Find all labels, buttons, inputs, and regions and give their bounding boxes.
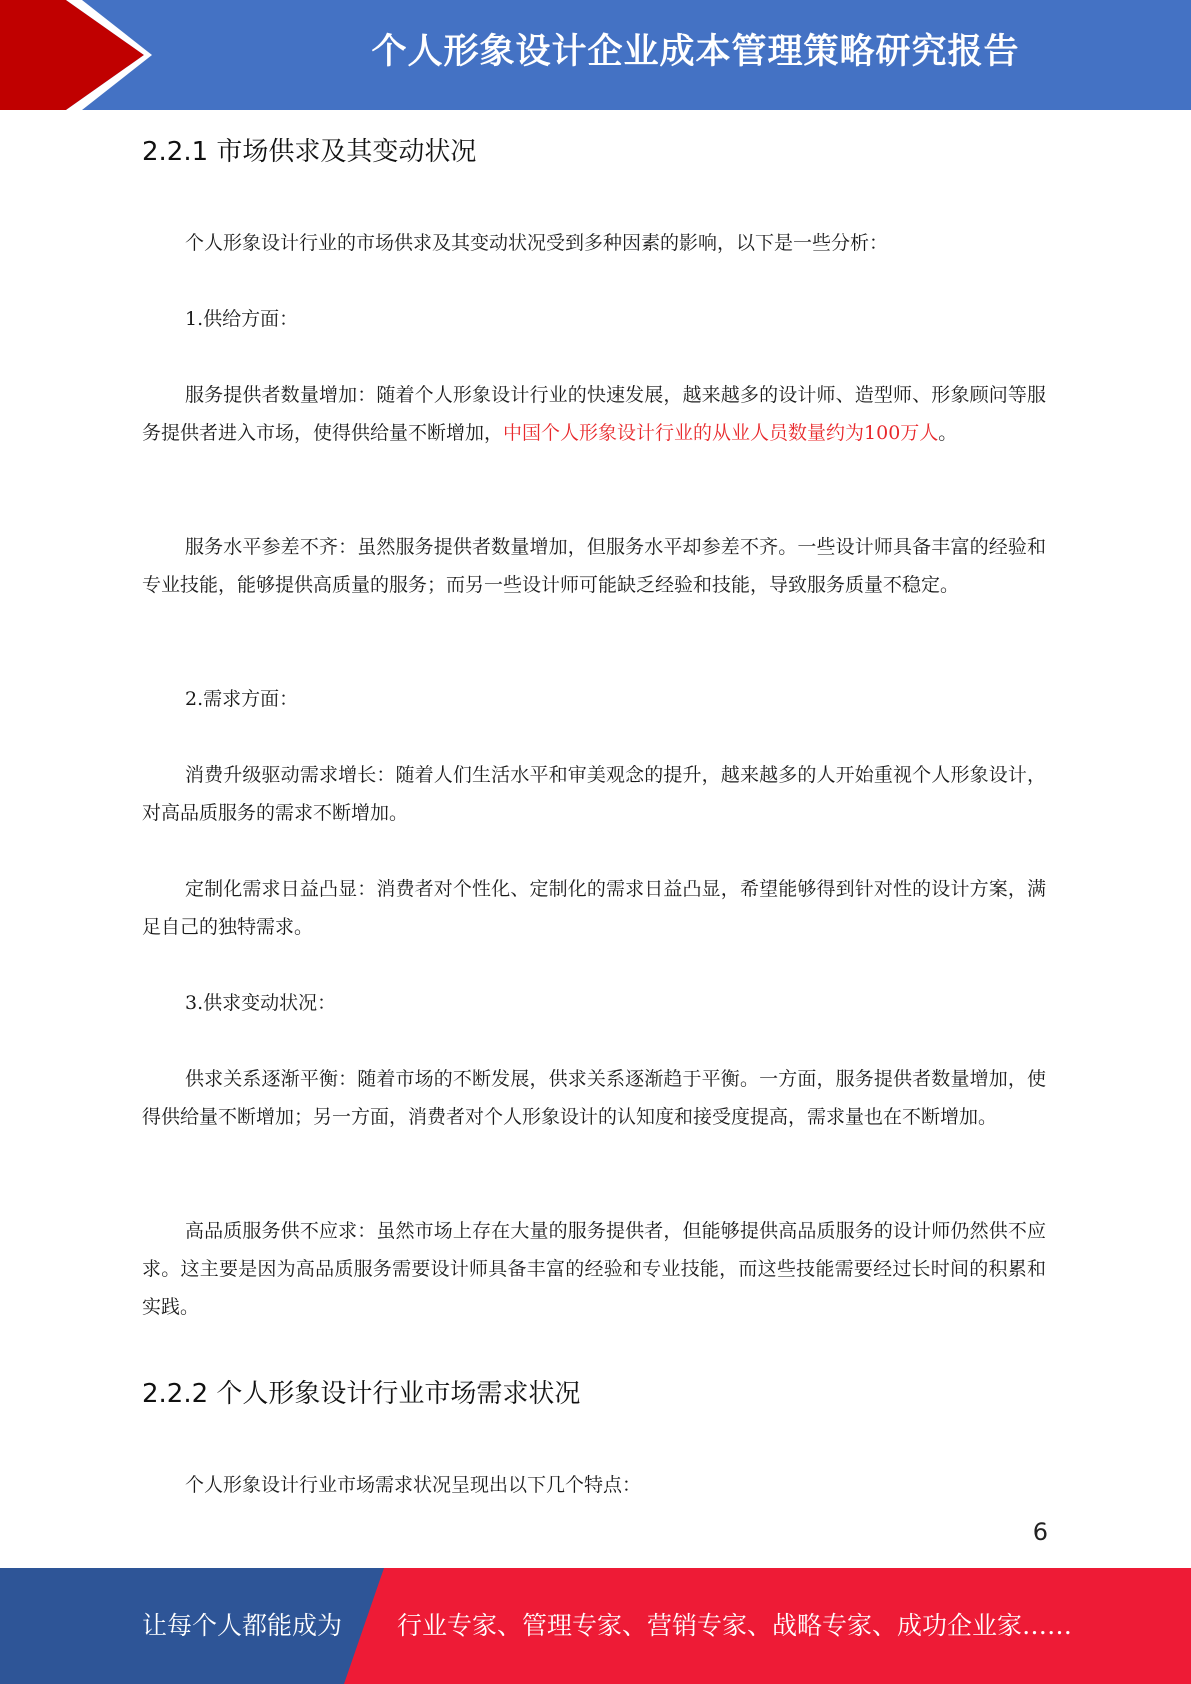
footer-slogan-right: 行业专家、管理专家、营销专家、战略专家、成功企业家…… <box>397 1611 1073 1640</box>
demand-paragraph-1: 消费升级驱动需求增长：随着人们生活水平和审美观念的提升，越来越多的人开始重视个人形象设计，对高品质服务的需求不断增加。 <box>142 764 1046 824</box>
footer-slogan-left: 让每个人都能成为 <box>142 1611 343 1640</box>
supply-paragraph-2: 服务水平参差不齐：虽然服务提供者数量增加，但服务水平却参差不齐。一些设计师具备丰富的经验和专业技能，能够提供高质量的服务；而另一些设计师可能缺乏经验和技能，导致服务质量不稳定。 <box>142 536 1046 596</box>
change-paragraph-2: 高品质服务供不应求：虽然市场上存在大量的服务提供者，但能够提供高品质服务的设计师仍然供不应求。这主要是因为高品质服务需要设计师具备丰富的经验和专业技能，而这些技能需要经过长时间的积累和实践。 <box>142 1220 1046 1318</box>
page-footer <box>0 1568 1191 1684</box>
change-label: 3.供求变动状况： <box>185 992 337 1014</box>
section-heading-2-2-1: 2.2.1 市场供求及其变动状况 <box>142 137 477 167</box>
supply-label: 1.供给方面： <box>185 308 299 330</box>
change-paragraph-1: 供求关系逐渐平衡：随着市场的不断发展，供求关系逐渐趋于平衡。一方面，服务提供者数量增加，使得供给量不断增加；另一方面，消费者对个人形象设计的认知度和接受度提高，需求量也在不断增加。 <box>142 1068 1046 1128</box>
section-2-2-2-intro: 个人形象设计行业市场需求状况呈现出以下几个特点： <box>185 1474 642 1496</box>
demand-paragraph-2: 定制化需求日益凸显：消费者对个性化、定制化的需求日益凸显，希望能够得到针对性的设计方案，满足自己的独特需求。 <box>142 878 1046 938</box>
page-header <box>0 0 1191 110</box>
supply-paragraph-1-end: 。 <box>938 422 958 444</box>
section-intro: 个人形象设计行业的市场供求及其变动状况受到多种因素的影响，以下是一些分析： <box>185 232 889 254</box>
section-heading-2-2-2: 2.2.2 个人形象设计行业市场需求状况 <box>142 1379 581 1409</box>
highlighted-statistic: 中国个人形象设计行业的从业人员数量约为100万人 <box>503 422 939 444</box>
supply-paragraph-1-text: 服务提供者数量增加：随着个人形象设计行业的快速发展，越来越多的设计师、造型师、形象顾问等服务提供者进入市场，使得供给量不断增加， <box>142 384 1046 444</box>
page-number: 6 <box>1032 1518 1048 1546</box>
demand-label: 2.需求方面： <box>185 688 299 710</box>
supply-paragraph-1 <box>142 376 1046 452</box>
header-arrow-decoration <box>0 0 200 110</box>
report-title: 个人形象设计企业成本管理策略研究报告 <box>371 32 1020 72</box>
